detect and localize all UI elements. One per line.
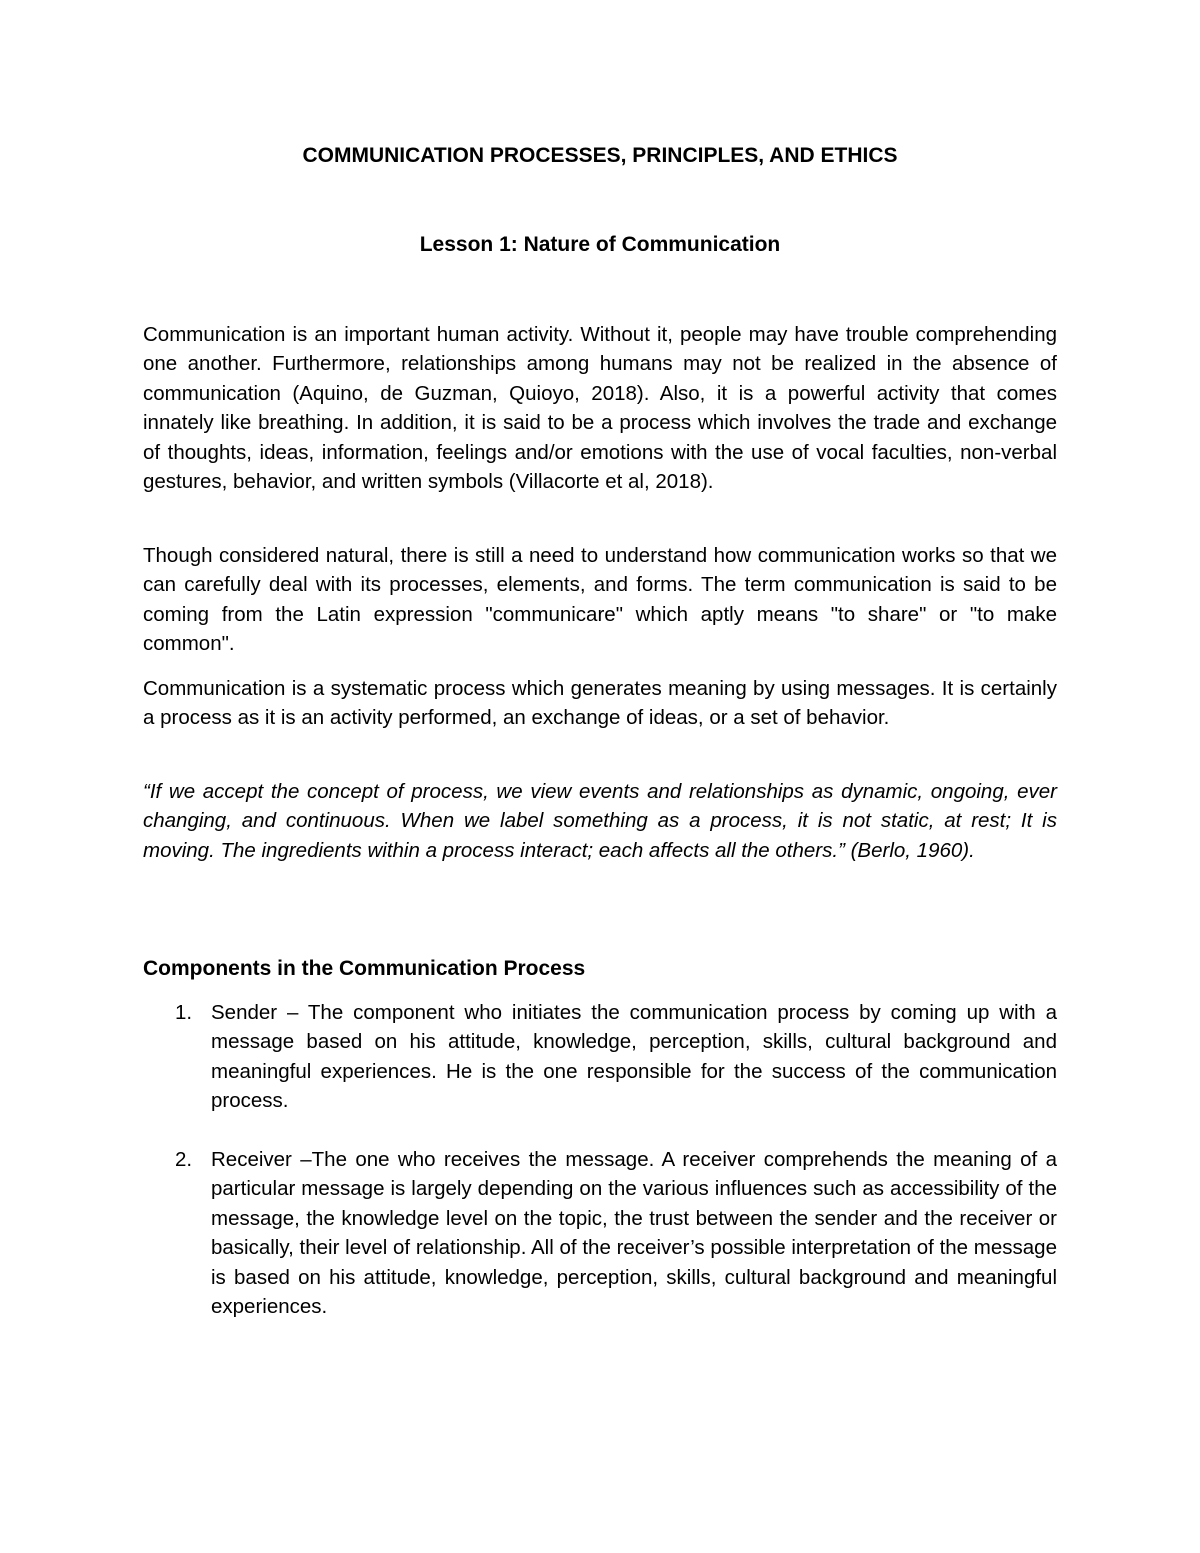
paragraph-systematic-process: Communication is a systematic process which generates meaning by using messages. It is certainly a process as it is an activity performed, an exchange of ideas, or a set of behavior. [143,677,1057,730]
list-item-text: Sender – The component who initiates the communication process by coming up with a message based on his attitude, knowledge, perception, skills, cultural background and meaningful experiences. He is the one responsible for the success of the communication process. [211,1001,1057,1113]
section-heading-components: Components in the Communication Process [143,957,586,980]
list-number: 2. [175,1148,193,1171]
list-number: 1. [175,1001,193,1024]
document-title: COMMUNICATION PROCESSES, PRINCIPLES, AND ETHICS [302,144,898,167]
lesson-title: Lesson 1: Nature of Communication [419,233,781,256]
paragraph-intro: Communication is an important human activity. Without it, people may have trouble comprehending one another. Furthermore, relationships among humans may not be realized in the absence of communication (Aquino, de Guzman, Quioyo, 2018). Also, it is a powerful activity that comes innately like breathing. In addition, it is said to be a process which involves the trade and exchange of thoughts, ideas, information, feelings and/or emotions with the use of vocal faculties, non-verbal gestures, behavior, and written symbols (Villacorte et al, 2018). [143,323,1057,494]
paragraph-etymology: Though considered natural, there is still a need to understand how communication works so that we can carefully deal with its processes, elements, and forms. The term communication is said to be coming from the Latin expression "communicare" which aptly means "to share" or "to make common". [143,544,1057,656]
berlo-quote: “If we accept the concept of process, we view events and relationships as dynamic, ongoing, ever changing, and continuous. When we label something as a process, it is not static, at rest; It is moving. The ingredients within a process interact; each affects all the others.” (Berlo, 1960). [143,780,1057,862]
list-item-text: Receiver –The one who receives the message. A receiver comprehends the meaning of a particular message is largely depending on the various influences such as accessibility of the message, the knowledge level on the topic, the trust between the sender and the receiver or basically, their level of relationship. All of the receiver’s possible interpretation of the message is based on his attitude, knowledge, perception, skills, cultural background and meaningful experiences. [211,1148,1057,1319]
